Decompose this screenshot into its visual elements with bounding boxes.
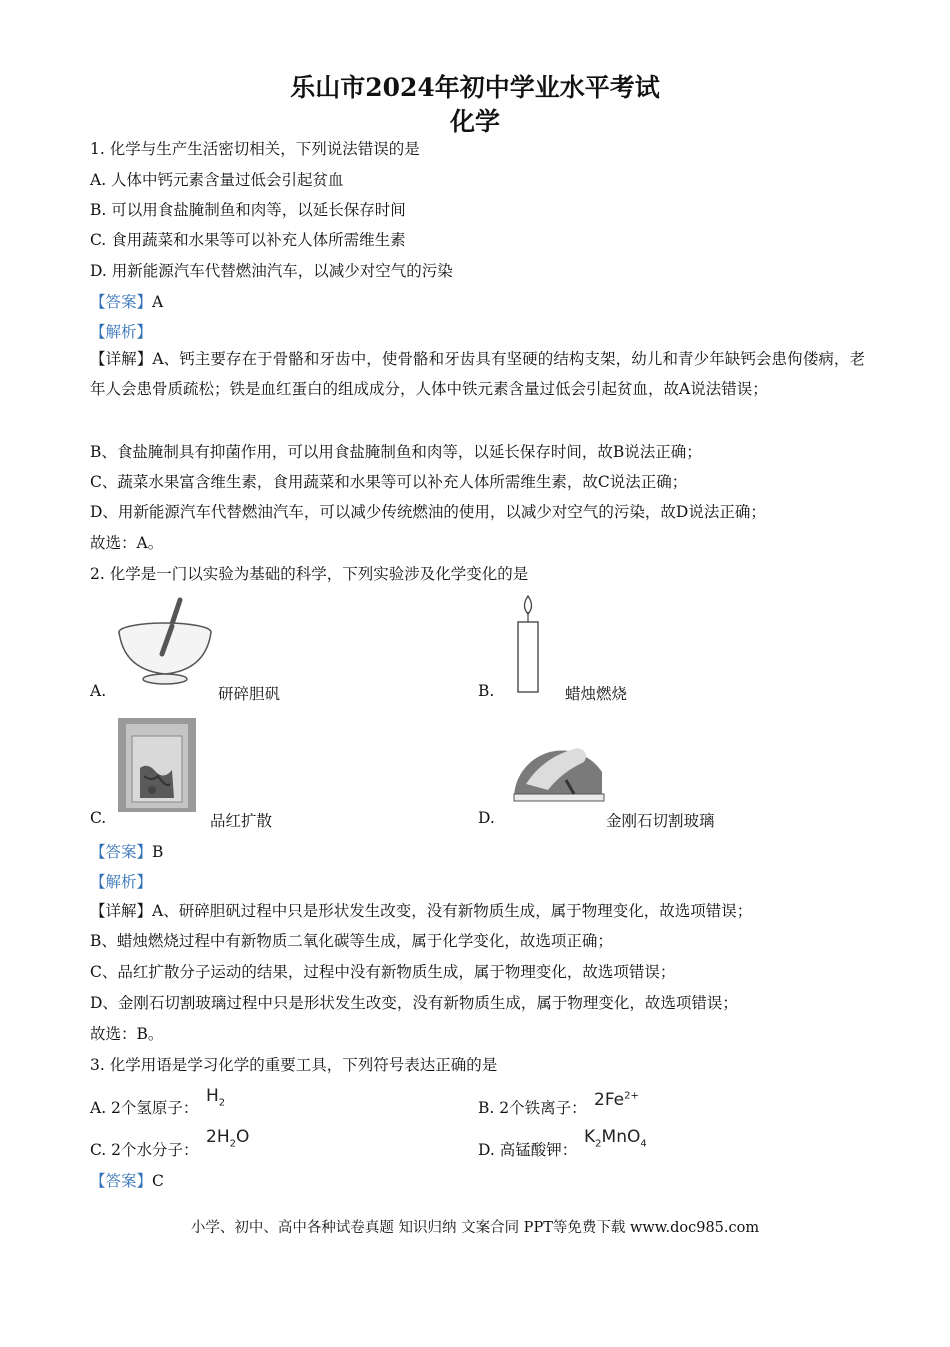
q1-stem: 1. 化学与生产生活密切相关，下列说法错误的是 [90, 140, 420, 158]
q2-answer-value: B [152, 843, 164, 861]
formula-b-sup: 2+ [624, 1090, 639, 1102]
q2-answer [90, 840, 163, 862]
formula-d-pre: K [584, 1127, 596, 1147]
q1-answer [90, 290, 163, 312]
formula-c-sub: 2 [229, 1138, 236, 1150]
analysis-tag: 【解析】 [90, 873, 153, 891]
q1-answer-value: A [152, 293, 164, 311]
q1-conclusion: 故选：A。 [90, 534, 164, 552]
q3-option-a: A. 2个氢原子： [90, 1099, 199, 1117]
q2-option-a-label: 研碎胆矾 [218, 685, 281, 703]
q2-stem: 2. 化学是一门以实验为基础的科学，下列实验涉及化学变化的是 [90, 565, 529, 583]
q3-answer [90, 1169, 164, 1191]
detail-tag: 【详解】 [90, 902, 153, 920]
answer-tag: 【答案】 [90, 843, 153, 861]
q1-detail-a [90, 344, 865, 404]
formula-d-mid: MnO [601, 1127, 641, 1147]
q3-formula-c [206, 1127, 249, 1149]
q2-detail-b: B、蜡烛燃烧过程中有新物质二氧化碳等生成，属于化学变化，故选项正确； [90, 932, 613, 950]
q1-detail-c: C、蔬菜水果富含维生素，食用蔬菜和水果等可以补充人体所需维生素，故C说法正确； [90, 473, 688, 491]
exam-subject: 化学 [449, 107, 500, 136]
detail-tag: 【详解】 [90, 350, 153, 368]
formula-c-post: O [235, 1127, 250, 1147]
exam-title: 乐山市2024年初中学业水平考试 [290, 73, 660, 102]
q1-detail-b: B、食盐腌制具有抑菌作用，可以用食盐腌制鱼和肉等，以延长保存时间，故B说法正确； [90, 443, 702, 461]
diamond-cutting-glass-illustration [508, 728, 608, 808]
q1-option-c: C. 食用蔬菜和水果等可以补充人体所需维生素 [90, 231, 406, 249]
q2-detail-a [90, 899, 752, 921]
q1-detail-d: D、用新能源汽车代替燃油汽车，可以减少传统燃油的使用，以减少对空气的污染，故D说法正确； [90, 503, 766, 521]
q3-formula-d [584, 1127, 647, 1149]
q2-option-c-label: 品红扩散 [210, 812, 273, 830]
magenta-diffusion-photo [118, 718, 196, 812]
formula-b-main: 2Fe [594, 1090, 625, 1110]
analysis-tag: 【解析】 [90, 323, 153, 341]
q3-option-c: C. 2个水分子： [90, 1141, 199, 1159]
q2-option-d-label: 金刚石切割玻璃 [606, 812, 715, 830]
q3-formula-b [594, 1090, 639, 1110]
q2-option-b-letter: B. [478, 682, 495, 700]
q1-detail-a-text: A、钙主要存在于骨骼和牙齿中，使骨骼和牙齿具有坚硬的结构支架，幼儿和青少年缺钙会患佝偻病，老年人会患骨质疏松；铁是血红蛋白的组成成分，人体中铁元素含量过低会引起贫血，故A说法错误； [90, 350, 865, 398]
answer-tag: 【答案】 [90, 293, 153, 311]
formula-d-sub1: 2 [595, 1138, 602, 1150]
q1-option-d: D. 用新能源汽车代替燃油汽车，以减少对空气的污染 [90, 262, 453, 280]
formula-a-main: H [206, 1086, 219, 1106]
q2-option-d-letter: D. [478, 809, 495, 827]
q3-stem: 3. 化学用语是学习化学的重要工具，下列符号表达正确的是 [90, 1056, 498, 1074]
formula-d-sub2: 4 [640, 1138, 647, 1150]
q2-option-b-label: 蜡烛燃烧 [565, 685, 628, 703]
q2-detail-a-text: A、研碎胆矾过程中只是形状发生改变，没有新物质生成，属于物理变化，故选项错误； [152, 902, 753, 920]
q1-analysis-tag [90, 320, 152, 342]
page-footer: 小学、初中、高中各种试卷真题 知识归纳 文案合同 PPT等免费下载 www.doc985.com [190, 1220, 760, 1236]
q3-formula-a [206, 1086, 225, 1108]
q2-option-a-letter: A. [90, 682, 107, 700]
q2-option-c-letter: C. [90, 809, 107, 827]
candle-illustration [508, 592, 548, 696]
formula-c-pre: 2H [206, 1127, 230, 1147]
answer-tag: 【答案】 [90, 1172, 153, 1190]
q1-option-a: A. 人体中钙元素含量过低会引起贫血 [90, 171, 344, 189]
q2-detail-c: C、品红扩散分子运动的结果，过程中没有新物质生成，属于物理变化，故选项错误； [90, 963, 676, 981]
q2-detail-d: D、金刚石切割玻璃过程中只是形状发生改变，没有新物质生成，属于物理变化，故选项错误； [90, 994, 738, 1012]
q1-option-b: B. 可以用食盐腌制鱼和肉等，以延长保存时间 [90, 201, 406, 219]
formula-a-sub: 2 [218, 1097, 226, 1109]
q2-analysis-tag [90, 870, 152, 892]
q3-option-d: D. 高锰酸钾： [478, 1141, 578, 1159]
q3-option-b: B. 2个铁离子： [478, 1099, 587, 1117]
q3-answer-value: C [152, 1172, 164, 1190]
q2-conclusion: 故选：B。 [90, 1025, 164, 1043]
mortar-pestle-illustration [110, 596, 220, 688]
